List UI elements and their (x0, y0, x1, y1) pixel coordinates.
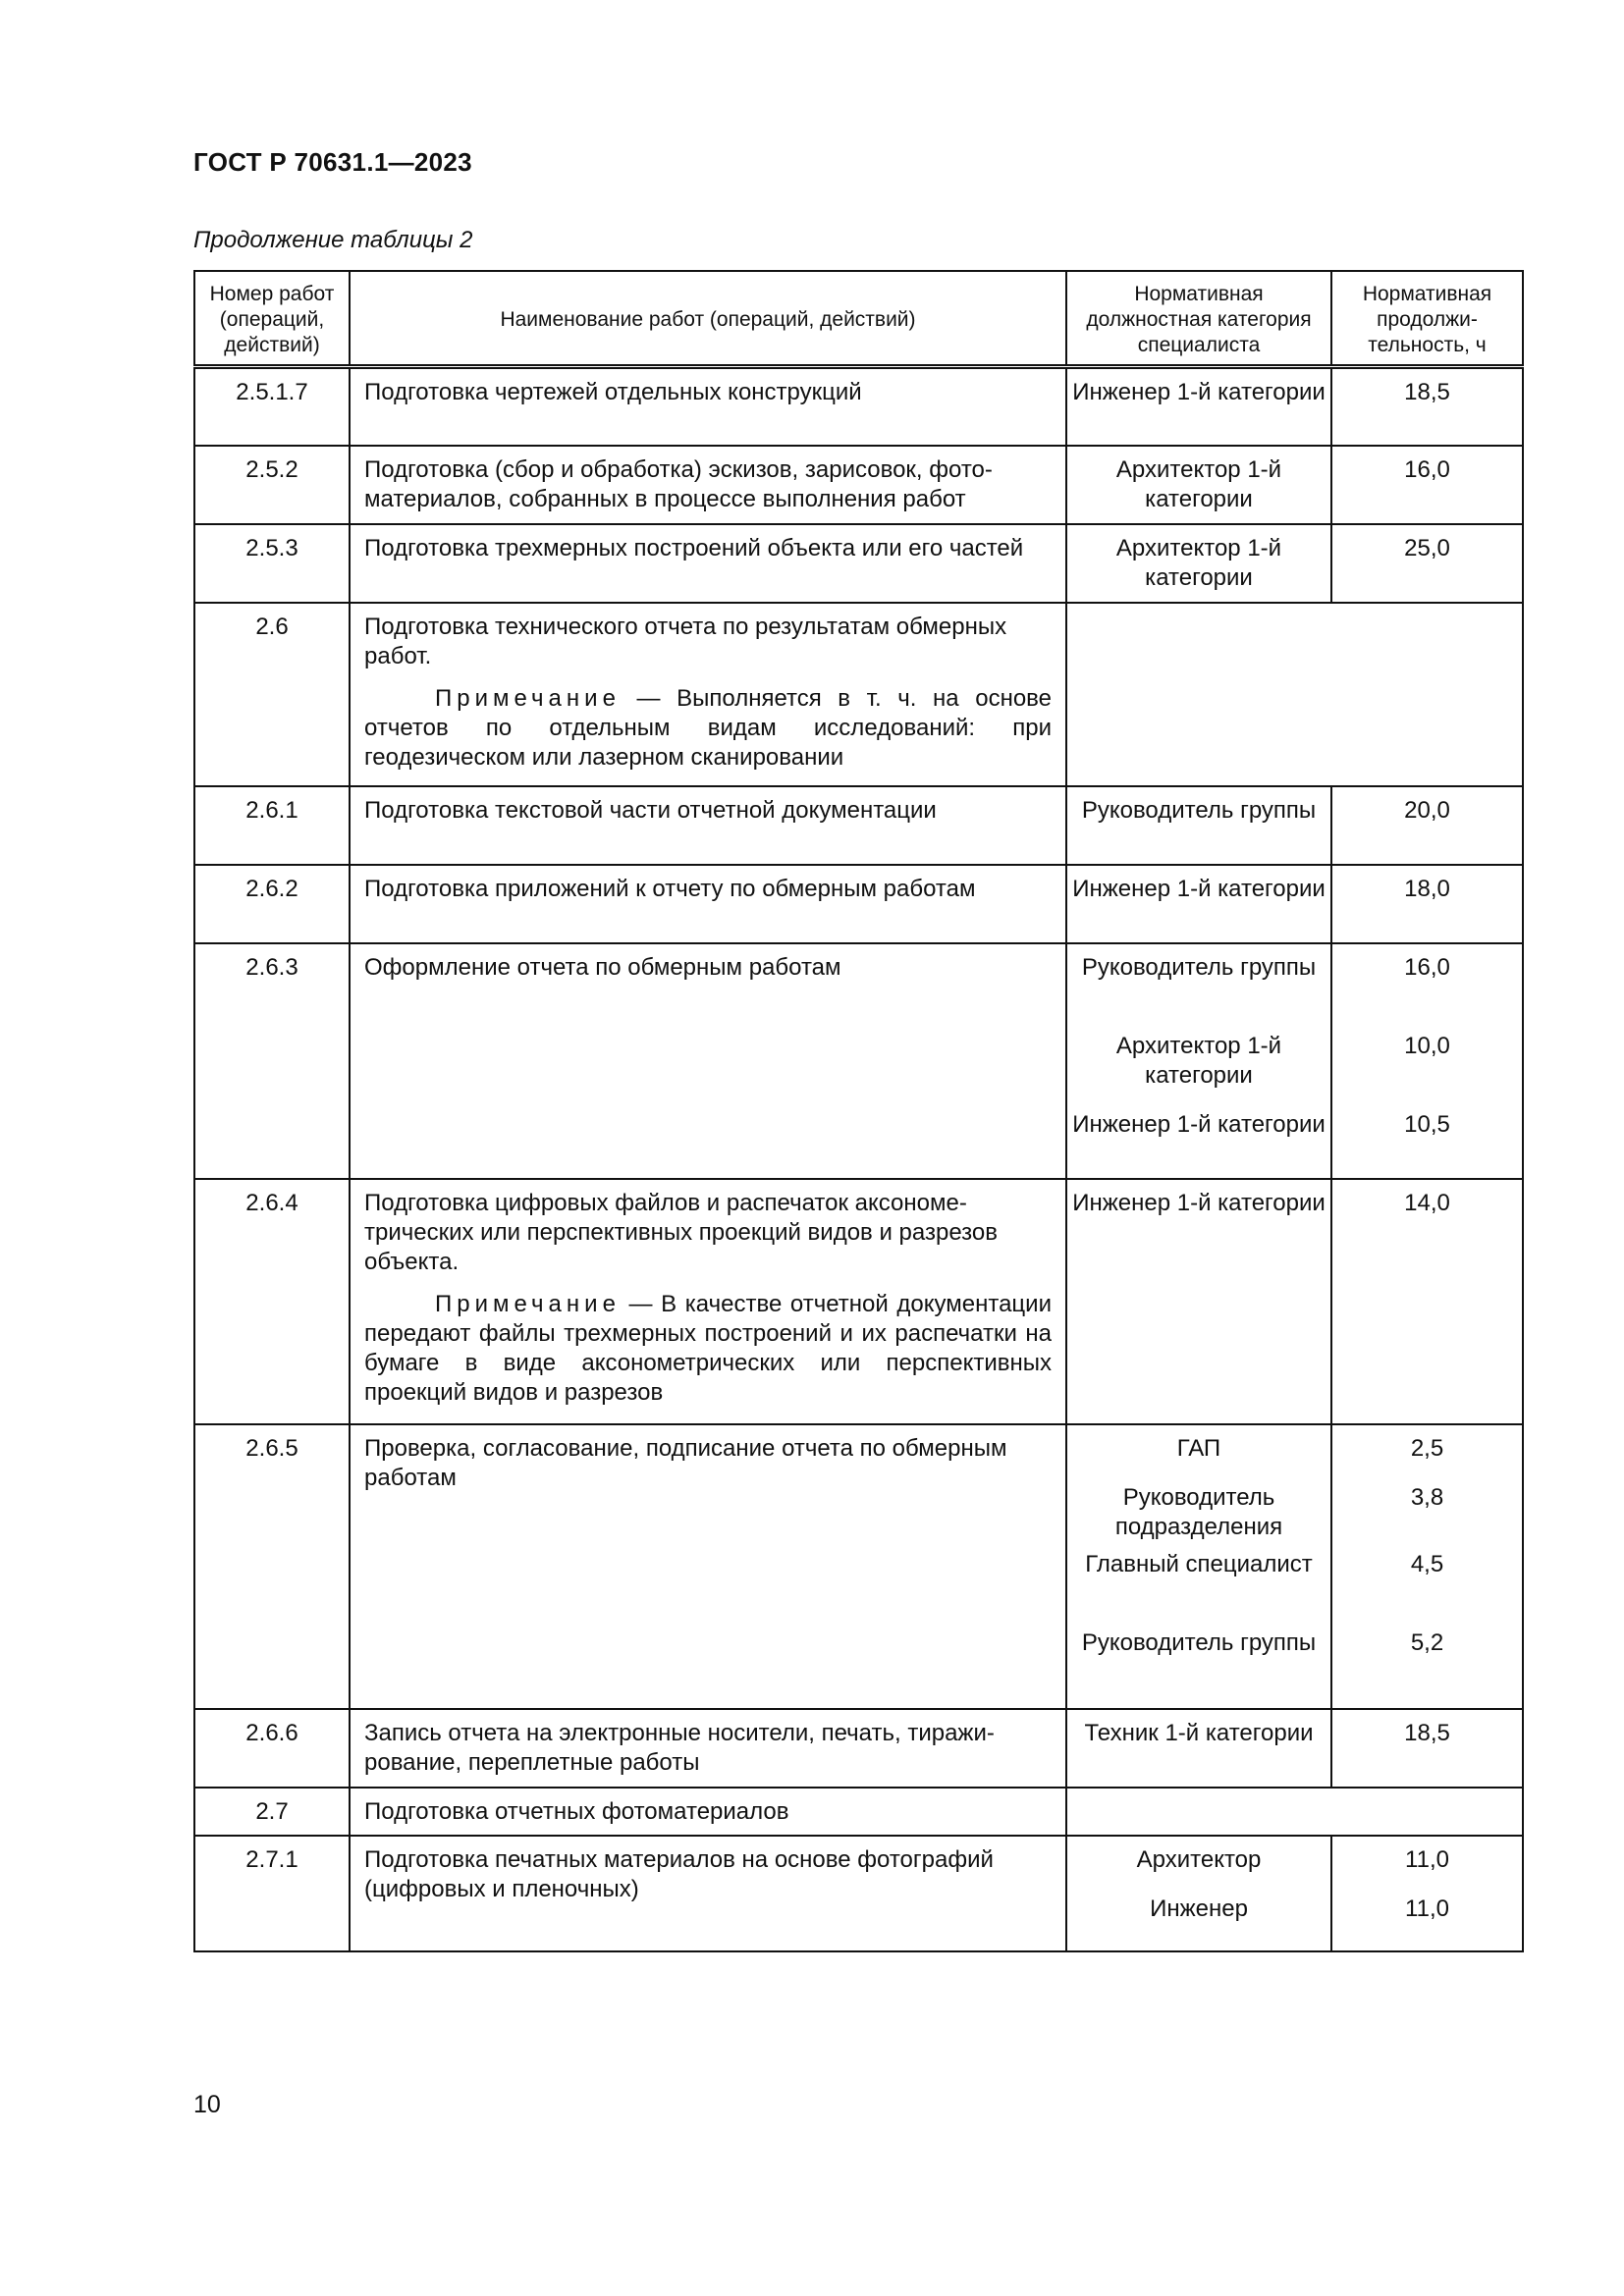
table-row (194, 1709, 1523, 1788)
note-text: — В качестве отчетной документации передают файлы трехмерных построений и их распечатки на бумаге в виде аксонометрических или перспективных проекций видов и разрезов (364, 1290, 1052, 1406)
category-item: Главный специалист (1085, 1550, 1313, 1577)
work-number: 2.6.1 (194, 786, 350, 865)
duration (1331, 1709, 1523, 1788)
work-number: 2.5.3 (194, 524, 350, 603)
duration-item: 10,5 (1404, 1110, 1450, 1138)
note-label: Примечание (435, 1290, 621, 1317)
specialist-category (1066, 446, 1331, 524)
duration (1331, 1424, 1523, 1709)
category-item: Архитектор (1136, 1845, 1262, 1873)
work-name-with-note (350, 1179, 1066, 1424)
category-item: Архитектор 1-й категории (1115, 534, 1282, 591)
duration (1331, 786, 1523, 865)
specialist-category (1066, 865, 1331, 943)
specialist-category (1066, 367, 1331, 446)
duration-item: 14,0 (1404, 1189, 1450, 1216)
work-name: Подготовка технического отчета по результатам обмерных работ. (364, 613, 1007, 669)
specialist-category (1066, 524, 1331, 603)
duration (1331, 943, 1523, 1179)
category-item: Инженер 1-й категории (1072, 379, 1326, 405)
category-item: Руководитель группы (1081, 1629, 1317, 1656)
work-name: Подготовка трехмерных построений объекта или его частей (350, 524, 1066, 603)
table-row (194, 786, 1523, 865)
work-name: Подготовка (сбор и обработка) эскизов, зарисовок, фото-материалов, собранных в процессе выполнения работ (350, 446, 1066, 524)
table-row (194, 1788, 1523, 1836)
column-header-number: Номер работ (операций, действий) (194, 271, 350, 367)
category-item: ГАП (1176, 1434, 1221, 1462)
empty-cell (1066, 1788, 1523, 1836)
work-name: Подготовка чертежей отдельных конструкций (350, 367, 1066, 446)
duration (1331, 1836, 1523, 1951)
note-label: Примечание (435, 684, 621, 712)
work-number: 2.6 (194, 603, 350, 786)
specialist-category (1066, 1709, 1331, 1788)
duration (1331, 524, 1523, 603)
category-item: Архитектор 1-й категории (1115, 455, 1282, 512)
work-number: 2.6.2 (194, 865, 350, 943)
works-table (193, 270, 1524, 1952)
work-name: Подготовка печатных материалов на основе фотографий (цифровых и пленочных) (350, 1836, 1066, 1951)
duration-item: 5,2 (1410, 1629, 1444, 1656)
work-name-with-note (350, 603, 1066, 786)
work-name: Подготовка приложений к отчету по обмерным работам (350, 865, 1066, 943)
work-number: 2.5.2 (194, 446, 350, 524)
duration-item: 4,5 (1410, 1550, 1444, 1577)
work-number: 2.7.1 (194, 1836, 350, 1951)
category-item: Инженер 1-й категории (1072, 1110, 1326, 1138)
page-number: 10 (193, 2091, 221, 2118)
duration-item: 20,0 (1404, 796, 1450, 824)
duration-item: 25,0 (1404, 534, 1450, 561)
duration-item: 18,5 (1404, 1719, 1450, 1746)
specialist-category (1066, 1179, 1331, 1424)
work-name: Подготовка текстовой части отчетной документации (350, 786, 1066, 865)
duration (1331, 865, 1523, 943)
column-header-name: Наименование работ (операций, действий) (350, 271, 1066, 367)
note (364, 684, 1052, 773)
work-number: 2.6.4 (194, 1179, 350, 1424)
work-number: 2.6.6 (194, 1709, 350, 1788)
table-caption: Продолжение таблицы 2 (193, 227, 473, 253)
duration-item: 11,0 (1405, 1845, 1449, 1873)
duration-item: 10,0 (1404, 1032, 1450, 1059)
column-header-category: Нормативная должностная категория специалиста (1066, 271, 1331, 367)
table-row (194, 524, 1523, 603)
category-item: Инженер 1-й категории (1072, 875, 1326, 902)
table-row (194, 1424, 1523, 1709)
table-row (194, 943, 1523, 1179)
category-item: Инженер (1150, 1895, 1248, 1922)
work-name: Проверка, согласование, подписание отчета по обмерным работам (350, 1424, 1066, 1709)
duration-item: 11,0 (1405, 1895, 1449, 1922)
note (364, 1290, 1052, 1408)
table-row (194, 865, 1523, 943)
note-text: — Выполняется в т. ч. на основе отчетов по отдельным видам исследований: при геодезическом или лазерном сканировании (364, 684, 1052, 771)
table-row (194, 367, 1523, 446)
duration-item: 16,0 (1404, 953, 1450, 981)
work-number: 2.6.3 (194, 943, 350, 1179)
category-item: Техник 1-й категории (1084, 1719, 1314, 1746)
duration-item: 3,8 (1410, 1483, 1444, 1511)
table-row (194, 1836, 1523, 1951)
specialist-category (1066, 943, 1331, 1179)
category-item: Инженер 1-й категории (1072, 1189, 1326, 1216)
duration (1331, 1179, 1523, 1424)
duration-item: 18,5 (1404, 379, 1450, 405)
table-row (194, 603, 1523, 786)
table-row (194, 1179, 1523, 1424)
table-header-row (194, 271, 1523, 367)
category-item: Руководитель группы (1081, 953, 1317, 981)
work-number: 2.7 (194, 1788, 350, 1836)
work-name: Подготовка цифровых файлов и распечаток аксономе-трических или перспективных проекций видов и разрезов объекта. (364, 1189, 998, 1275)
specialist-category (1066, 1836, 1331, 1951)
document-standard-header: ГОСТ Р 70631.1—2023 (193, 147, 472, 177)
duration-item: 16,0 (1404, 455, 1450, 483)
work-name: Оформление отчета по обмерным работам (350, 943, 1066, 1179)
empty-cell (1066, 603, 1523, 786)
duration (1331, 446, 1523, 524)
column-header-duration: Нормативная продолжи-тельность, ч (1331, 271, 1523, 367)
specialist-category (1066, 786, 1331, 865)
work-name: Запись отчета на электронные носители, печать, тиражи-рование, переплетные работы (350, 1709, 1066, 1788)
work-number: 2.6.5 (194, 1424, 350, 1709)
work-name: Подготовка отчетных фотоматериалов (350, 1788, 1066, 1836)
category-item: Руководитель подразделения (1114, 1483, 1283, 1540)
work-number: 2.5.1.7 (194, 367, 350, 446)
duration (1331, 367, 1523, 446)
category-item: Руководитель группы (1081, 796, 1317, 824)
duration-item: 2,5 (1410, 1434, 1444, 1462)
table-row (194, 446, 1523, 524)
category-item: Архитектор 1-й категории (1115, 1032, 1282, 1089)
duration-item: 18,0 (1404, 875, 1450, 902)
specialist-category (1066, 1424, 1331, 1709)
